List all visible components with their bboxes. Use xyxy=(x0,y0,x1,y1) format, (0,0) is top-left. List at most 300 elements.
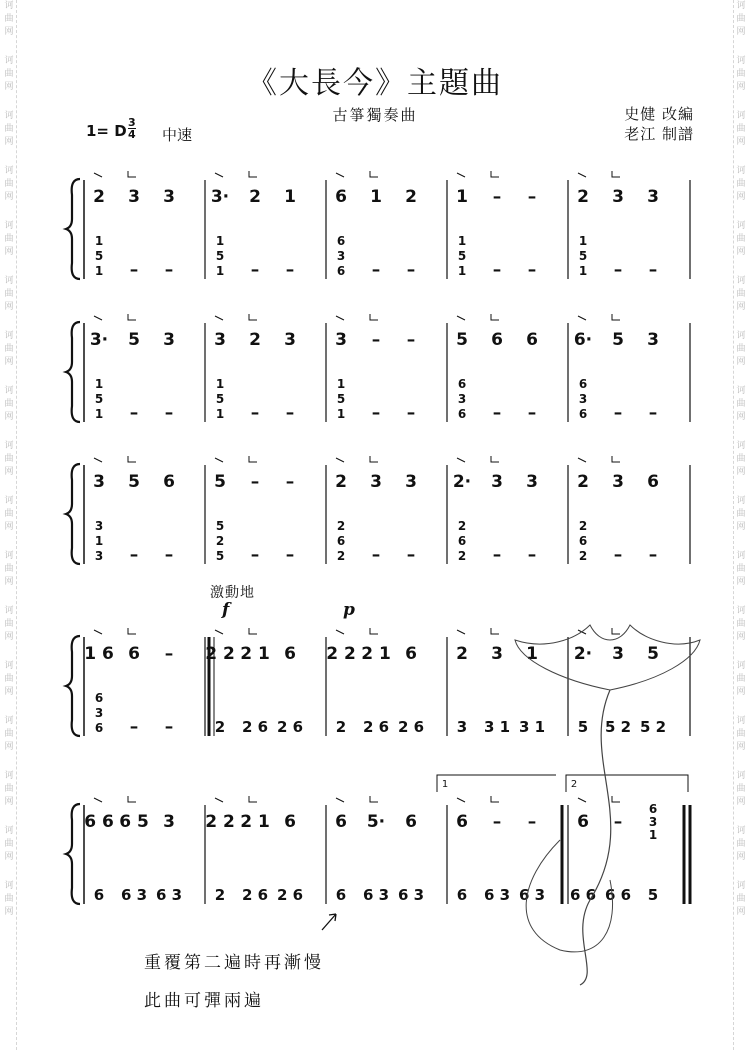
lower-note: 2 6 xyxy=(397,718,425,736)
watermark-char: 网 xyxy=(736,687,746,697)
watermark-char: 诃 xyxy=(4,386,14,396)
lower-note: – xyxy=(527,403,537,423)
lower-note: – xyxy=(492,545,502,565)
lower-note: 3 xyxy=(456,718,468,736)
lower-note: 6 xyxy=(578,407,588,421)
lower-note: 5 xyxy=(457,249,467,263)
watermark-char: 曲 xyxy=(4,839,14,849)
watermark-char: 网 xyxy=(736,467,746,477)
upper-note: 3 xyxy=(163,187,175,207)
watermark-char: 诃 xyxy=(736,771,746,781)
upper-note: 5 xyxy=(612,330,624,350)
watermark-char: 诃 xyxy=(736,496,746,506)
watermark-char: 诃 xyxy=(736,881,746,891)
watermark-char: 网 xyxy=(4,742,14,752)
lower-note: 2 xyxy=(457,519,467,533)
lower-note: 3 1 xyxy=(518,718,546,736)
lower-note: – xyxy=(164,717,174,737)
lower-note: 5 xyxy=(215,549,225,563)
lower-note: 2 6 xyxy=(241,886,269,904)
lower-note: – xyxy=(250,260,260,280)
watermark-char: 曲 xyxy=(736,289,746,299)
upper-note: – xyxy=(613,812,623,832)
ornament-mark xyxy=(249,171,257,177)
lower-note: 2 6 xyxy=(362,718,390,736)
time-denominator: 4 xyxy=(128,128,136,141)
watermark-char: 曲 xyxy=(736,509,746,519)
lower-note: 1 xyxy=(94,377,104,391)
upper-note: 5 xyxy=(647,644,659,664)
upper-note: 3 xyxy=(93,472,105,492)
ornament-mark xyxy=(612,628,620,634)
upper-note: 6 xyxy=(526,330,538,350)
lower-note: 6 6 xyxy=(569,886,597,904)
watermark-char: 诃 xyxy=(4,1,14,11)
watermark-char: 曲 xyxy=(736,179,746,189)
tempo-marking: 中速 xyxy=(162,126,193,144)
lower-note: 6 3 xyxy=(362,886,390,904)
upper-note: 1 6 xyxy=(84,644,114,664)
watermark-char: 网 xyxy=(736,412,746,422)
volta-number: 2 xyxy=(570,779,578,790)
upper-note: 3 xyxy=(284,330,296,350)
ornament-mark xyxy=(128,796,136,802)
watermark-char: 网 xyxy=(4,357,14,367)
lower-note: 5 xyxy=(94,392,104,406)
watermark-char: 曲 xyxy=(736,69,746,79)
watermark-char: 诃 xyxy=(736,386,746,396)
watermark-char: 网 xyxy=(736,797,746,807)
subtitle: 古箏獨奏曲 xyxy=(332,106,418,124)
upper-note: 2 2 xyxy=(205,644,235,664)
lower-note: – xyxy=(250,403,260,423)
upper-note: 2 xyxy=(577,472,589,492)
watermark-char: 曲 xyxy=(4,619,14,629)
lower-note: 1 xyxy=(578,234,588,248)
upper-note: 3 xyxy=(612,644,624,664)
lower-note: 1 xyxy=(578,264,588,278)
ornament-mark xyxy=(336,316,344,320)
lower-note: 2 xyxy=(336,519,346,533)
lower-note: 6 xyxy=(457,534,467,548)
watermark-char: 曲 xyxy=(736,784,746,794)
watermark-char: 诃 xyxy=(736,826,746,836)
watermark-char: 曲 xyxy=(4,179,14,189)
watermark-char: 网 xyxy=(4,632,14,642)
upper-note: 2 xyxy=(335,472,347,492)
lower-note: – xyxy=(648,545,658,565)
lower-note: 6 xyxy=(336,534,346,548)
lower-note: 3 xyxy=(94,549,104,563)
upper-note: 6 xyxy=(491,330,503,350)
system-brace xyxy=(66,322,80,422)
lower-note: 1 xyxy=(94,407,104,421)
lower-note: 3 xyxy=(336,249,346,263)
ornament-mark xyxy=(491,796,499,802)
lower-note: 6 xyxy=(336,264,346,278)
lower-note: 6 3 xyxy=(155,886,183,904)
upper-note: 6 6 xyxy=(84,812,114,832)
watermark-char: 诃 xyxy=(4,771,14,781)
upper-note: 1 xyxy=(370,187,382,207)
watermark-char: 诃 xyxy=(736,716,746,726)
lower-note: 2 6 xyxy=(276,718,304,736)
ornament-mark xyxy=(612,171,620,177)
ornament-mark xyxy=(336,173,344,177)
ornament-mark xyxy=(94,798,102,802)
lower-note: 2 xyxy=(335,718,347,736)
system-brace xyxy=(66,636,80,736)
upper-note: – xyxy=(527,812,537,832)
upper-note: 5 xyxy=(214,472,226,492)
upper-note: – xyxy=(164,644,174,664)
play-twice-note: 此曲可彈兩遍 xyxy=(144,991,264,1011)
time-numerator: 3 xyxy=(128,116,136,129)
upper-note: 6 xyxy=(128,644,140,664)
lower-note: 2 xyxy=(336,549,346,563)
watermark-char: 网 xyxy=(4,412,14,422)
upper-note: 6 xyxy=(163,472,175,492)
watermark-char: 网 xyxy=(4,82,14,92)
watermark-char: 网 xyxy=(736,742,746,752)
upper-note: 3 xyxy=(405,472,417,492)
ornament-mark xyxy=(578,173,586,177)
ornament-mark xyxy=(612,314,620,320)
watermark-char: 诃 xyxy=(736,166,746,176)
ornament-mark xyxy=(370,171,378,177)
page-title: 《大長今》主題曲 xyxy=(247,66,503,101)
lower-note: 3 xyxy=(94,706,104,720)
watermark-char: 诃 xyxy=(4,111,14,121)
ornament-mark xyxy=(457,798,465,802)
system-brace xyxy=(66,804,80,904)
lower-note: 3 xyxy=(457,392,467,406)
watermark-char: 曲 xyxy=(4,69,14,79)
ornament-mark xyxy=(336,798,344,802)
ornament-mark xyxy=(249,796,257,802)
lower-note: – xyxy=(164,260,174,280)
ornament-mark xyxy=(491,456,499,462)
ornament-mark xyxy=(128,314,136,320)
upper-note: 1 xyxy=(456,187,468,207)
lower-note: 6 xyxy=(457,377,467,391)
watermark-char: 诃 xyxy=(4,441,14,451)
ornament-mark xyxy=(370,456,378,462)
watermark-char: 诃 xyxy=(4,551,14,561)
upper-note: 3 xyxy=(214,330,226,350)
lower-note: – xyxy=(371,260,381,280)
watermark-char: 曲 xyxy=(4,399,14,409)
ornament-mark xyxy=(578,798,586,802)
lower-note: 6 xyxy=(93,886,105,904)
ornament-mark xyxy=(94,630,102,634)
watermark-char: 曲 xyxy=(4,14,14,24)
upper-note: – xyxy=(406,330,416,350)
watermark-char: 曲 xyxy=(4,729,14,739)
lower-note: 2 xyxy=(578,549,588,563)
watermark-char: 曲 xyxy=(736,729,746,739)
lower-note: 5 xyxy=(336,392,346,406)
lower-note: – xyxy=(285,260,295,280)
watermark-char: 网 xyxy=(736,137,746,147)
upper-note: 5 xyxy=(456,330,468,350)
watermark-char: 诃 xyxy=(736,331,746,341)
ornament-mark xyxy=(370,796,378,802)
watermark-char: 诃 xyxy=(736,606,746,616)
ornament-mark xyxy=(249,456,257,462)
lower-note: – xyxy=(129,545,139,565)
watermark-char: 曲 xyxy=(736,124,746,134)
upper-note: 6 xyxy=(577,812,589,832)
lower-note: 2 xyxy=(215,534,225,548)
lower-note: 3 xyxy=(94,519,104,533)
watermark-char: 诃 xyxy=(736,276,746,286)
watermark-char: 曲 xyxy=(4,564,14,574)
watermark-char: 诃 xyxy=(4,221,14,231)
ornament-mark xyxy=(94,458,102,462)
lower-note: – xyxy=(164,403,174,423)
lower-note: – xyxy=(164,545,174,565)
watermark-char: 诃 xyxy=(4,166,14,176)
lower-note: 1 xyxy=(457,234,467,248)
watermark-char: 网 xyxy=(4,797,14,807)
ornament-mark xyxy=(128,456,136,462)
lower-note: 5 xyxy=(215,519,225,533)
watermark-char: 网 xyxy=(736,192,746,202)
watermark-char: 诃 xyxy=(4,606,14,616)
watermark-char: 曲 xyxy=(736,894,746,904)
watermark-char: 网 xyxy=(736,852,746,862)
watermark-char: 网 xyxy=(4,467,14,477)
ornament-mark xyxy=(249,314,257,320)
upper-note: 2 xyxy=(405,187,417,207)
lower-note: 5 xyxy=(578,249,588,263)
ornament-mark xyxy=(128,171,136,177)
lower-note: 2 xyxy=(457,549,467,563)
watermark-char: 曲 xyxy=(4,784,14,794)
upper-note: 2· xyxy=(573,644,593,664)
watermark-char: 网 xyxy=(4,192,14,202)
lower-note: 1 xyxy=(336,377,346,391)
watermark-char: 曲 xyxy=(4,234,14,244)
watermark-char: 诃 xyxy=(4,496,14,506)
upper-note: – xyxy=(371,330,381,350)
watermark-char: 诃 xyxy=(736,661,746,671)
ornament-mark xyxy=(370,314,378,320)
upper-note: 2 xyxy=(456,644,468,664)
watermark-char: 曲 xyxy=(4,674,14,684)
volta-first xyxy=(437,775,556,792)
ornament-mark xyxy=(370,628,378,634)
lower-note: – xyxy=(406,403,416,423)
ornament-mark xyxy=(336,630,344,634)
upper-note: 1 xyxy=(284,187,296,207)
upper-note: 3 xyxy=(612,472,624,492)
lower-note: 6 6 xyxy=(604,886,632,904)
arrow-icon xyxy=(322,914,336,930)
watermark-char: 诃 xyxy=(4,56,14,66)
watermark-char: 网 xyxy=(4,522,14,532)
watermark-char: 曲 xyxy=(4,289,14,299)
watermark-char: 网 xyxy=(736,82,746,92)
lower-note: 6 3 xyxy=(397,886,425,904)
upper-note: 3 xyxy=(128,187,140,207)
lower-note: – xyxy=(492,403,502,423)
watermark-char: 曲 xyxy=(4,344,14,354)
lower-note: 6 xyxy=(578,534,588,548)
lower-note: 6 xyxy=(94,691,104,705)
ornament-mark xyxy=(128,628,136,634)
upper-note: 5 xyxy=(128,472,140,492)
ornament-mark xyxy=(215,630,223,634)
lower-note: – xyxy=(129,260,139,280)
upper-note: 6 xyxy=(284,644,296,664)
upper-note: 2· xyxy=(452,472,472,492)
lower-note: – xyxy=(406,260,416,280)
upper-note: 3 xyxy=(163,812,175,832)
ornament-mark xyxy=(215,316,223,320)
watermark-char: 网 xyxy=(4,247,14,257)
upper-note: – xyxy=(492,812,502,832)
lower-note: – xyxy=(371,545,381,565)
upper-note: 3 xyxy=(647,187,659,207)
watermark-char: 诃 xyxy=(736,1,746,11)
lower-note: – xyxy=(406,545,416,565)
ornament-mark xyxy=(215,173,223,177)
ornament-mark xyxy=(457,173,465,177)
ornament-mark xyxy=(457,458,465,462)
watermark-char: 曲 xyxy=(736,674,746,684)
upper-note: – xyxy=(250,472,260,492)
watermark-char: 诃 xyxy=(736,56,746,66)
upper-note: 6 xyxy=(456,812,468,832)
ornament-mark xyxy=(94,316,102,320)
lower-note: – xyxy=(285,403,295,423)
ornament-mark xyxy=(491,628,499,634)
watermark-char: 网 xyxy=(4,137,14,147)
watermark-char: 网 xyxy=(4,302,14,312)
lower-note: – xyxy=(371,403,381,423)
lower-note: – xyxy=(250,545,260,565)
lower-note: 5 xyxy=(94,249,104,263)
ornament-mark xyxy=(457,630,465,634)
lower-note: 2 xyxy=(214,886,226,904)
upper-note: 6· xyxy=(573,330,593,350)
upper-note: 6 xyxy=(405,812,417,832)
lower-note: 6 xyxy=(457,407,467,421)
lower-note: 1 xyxy=(215,407,225,421)
lower-note: 3 xyxy=(578,392,588,406)
system-brace xyxy=(66,179,80,279)
key-signature: 1= D xyxy=(86,122,127,140)
lower-note: 6 3 xyxy=(120,886,148,904)
lower-note: 1 xyxy=(457,264,467,278)
watermark-char: 诃 xyxy=(736,221,746,231)
lower-note: 6 xyxy=(336,234,346,248)
watermark-char: 曲 xyxy=(4,124,14,134)
upper-note: 2 1 xyxy=(240,812,270,832)
watermark-char: 曲 xyxy=(4,454,14,464)
watermark-char: 曲 xyxy=(736,234,746,244)
upper-note: 3 xyxy=(491,472,503,492)
upper-note: 2 xyxy=(93,187,105,207)
lower-note: 6 xyxy=(456,886,468,904)
ornament-mark xyxy=(612,456,620,462)
lower-note: 2 xyxy=(578,519,588,533)
arranger-credit: 史健 改編 xyxy=(624,105,694,123)
upper-note: – xyxy=(492,187,502,207)
watermark-char: 曲 xyxy=(736,399,746,409)
watermark-char: 诃 xyxy=(4,661,14,671)
watermark-char: 网 xyxy=(736,302,746,312)
upper-note: 1 xyxy=(648,828,658,842)
upper-note: 3 xyxy=(648,815,658,829)
lower-note: 2 6 xyxy=(241,718,269,736)
watermark-char: 曲 xyxy=(736,619,746,629)
watermark-char: 网 xyxy=(4,577,14,587)
lower-note: 5 2 xyxy=(604,718,632,736)
watermark-char: 曲 xyxy=(736,14,746,24)
lower-note: – xyxy=(492,260,502,280)
lower-note: 1 xyxy=(215,377,225,391)
upper-note: – xyxy=(285,472,295,492)
upper-note: 3 xyxy=(163,330,175,350)
ornament-mark xyxy=(215,798,223,802)
upper-note: 6 xyxy=(335,812,347,832)
lower-note: 6 3 xyxy=(518,886,546,904)
lower-note: – xyxy=(613,260,623,280)
watermark-char: 曲 xyxy=(736,454,746,464)
lower-note: 2 xyxy=(214,718,226,736)
watermark-char: 网 xyxy=(4,687,14,697)
watermark-char: 网 xyxy=(736,522,746,532)
upper-note: 1 xyxy=(526,644,538,664)
watermark-char: 网 xyxy=(736,907,746,917)
upper-note: 2 xyxy=(249,187,261,207)
watermark-char: 网 xyxy=(4,907,14,917)
watermark-char: 诃 xyxy=(4,716,14,726)
watermark-char: 曲 xyxy=(736,839,746,849)
lower-note: 6 3 xyxy=(483,886,511,904)
upper-note: 3 xyxy=(335,330,347,350)
upper-note: 3 xyxy=(370,472,382,492)
lower-note: 1 xyxy=(94,534,104,548)
upper-note: – xyxy=(527,187,537,207)
dynamic-forte: f xyxy=(222,600,230,620)
watermark-char: 诃 xyxy=(736,551,746,561)
upper-note: 5 xyxy=(128,330,140,350)
lower-note: – xyxy=(129,403,139,423)
lower-note: 5 2 xyxy=(639,718,667,736)
watermark-char: 曲 xyxy=(736,344,746,354)
lower-note: – xyxy=(285,545,295,565)
ornament-mark xyxy=(491,171,499,177)
lower-note: 6 xyxy=(578,377,588,391)
ornament-mark xyxy=(578,316,586,320)
upper-note: 2 xyxy=(577,187,589,207)
watermark-char: 网 xyxy=(736,632,746,642)
ornament-mark xyxy=(612,796,620,802)
lower-note: 2 6 xyxy=(276,886,304,904)
watermark-char: 曲 xyxy=(4,509,14,519)
upper-note: 6 xyxy=(284,812,296,832)
watermark-char: 曲 xyxy=(736,564,746,574)
watermark-char: 网 xyxy=(736,247,746,257)
lower-note: 6 xyxy=(335,886,347,904)
lower-note: – xyxy=(527,545,537,565)
transcriber-credit: 老江 制譜 xyxy=(624,125,694,143)
lower-note: 1 xyxy=(215,234,225,248)
